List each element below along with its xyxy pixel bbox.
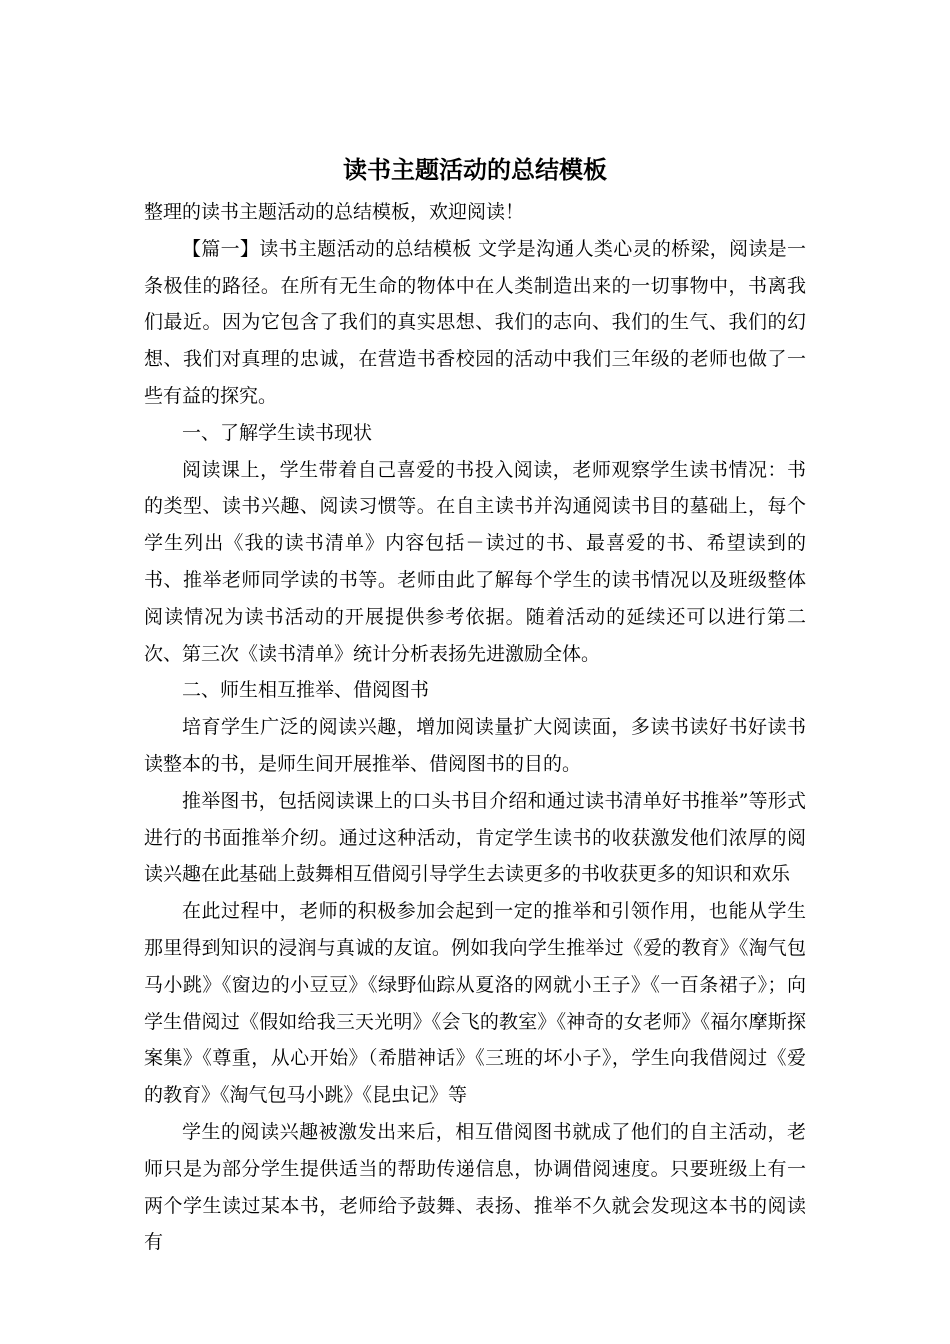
body-paragraph: 在此过程中，老师的积极参加会起到一定的推举和引领作用，也能从学生那里得到知识的浸润与真诚的友谊。例如我向学生推举过《爱的教育》《淘气包马小跳》《窗边的小豆豆》《绿野仙踪从夏洛的网就小王子》《一百条裙子》；向学生借阅过《假如给我三天光明》《会飞的教室》《神奇的女老师》《福尔摩斯探案集》《尊重，从心开始》（希腊神话》《三班的坏小子》，学生向我借阅过《爱的教育》《淘气包马小跳》《昆虫记》等 [144, 900, 806, 1107]
body-paragraph: 推举图书，包括阅读课上的口头书目介绍和通过读书清单好书推举”等形式进行的书面推举介纫。通过这种活动，肯定学生读书的收获激发他们浓厚的阅读兴趣在此基础上鼓舞相互借阅引导学生去读更多的书收获更多的知识和欢乐 [144, 789, 806, 886]
body-paragraph: 培育学生广泛的阅读兴趣，增加阅读量扩大阅读面，多读书读好书好读书读整本的书，是师生间开展推举、借阅图书的目的。 [144, 716, 806, 775]
document-body [144, 194, 806, 1261]
body-paragraph: 【篇一】读书主题活动的总结模板 文学是沟通人类心灵的桥梁，阅读是一条极佳的路径。在所有无生命的物体中在人类制造出来的一切事物中，书离我们最近。因为它包含了我们的真实思想、我们的志向、我们的生气、我们的幻想、我们对真理的忠诚，在营造书香校园的活动中我们三年级的老师也做了一些有益的探究。 [144, 237, 806, 407]
section-heading: 二、师生相互推举、借阅图书 [182, 679, 430, 702]
document-title: 读书主题活动的总结模板 [343, 155, 607, 184]
intro-paragraph: 整理的读书主题活动的总结模板，欢迎阅读！ [144, 201, 525, 223]
section-heading: 一、了解学生读书现状 [182, 421, 373, 444]
body-paragraph: 学生的阅读兴趣被激发出来后，相互借阅图书就成了他们的自主活动，老师只是为部分学生提供适当的帮助传递信息，协调借阅速度。只要班级上有一两个学生读过某本书，老师给予鼓舞、表扬、推举不久就会发现这本书的阅读有 [144, 1120, 806, 1254]
body-paragraph: 阅读课上，学生带着自己喜爱的书投入阅读，老师观察学生读书情况：书的类型、读书兴趣、阅读习惯等。在自主读书并沟通阅读书目的墓础上，每个学生列出《我的读书清单》内容包括－读过的书、最喜爱的书、希望读到的书、推举老师同学读的书等。老师由此了解每个学生的读书情况以及班级整体阅读情况为读书活动的开展提供参考依据。随着活动的延续还可以进行第二次、第三次《读书清单》统计分析表扬先进激励全体。 [144, 458, 806, 665]
